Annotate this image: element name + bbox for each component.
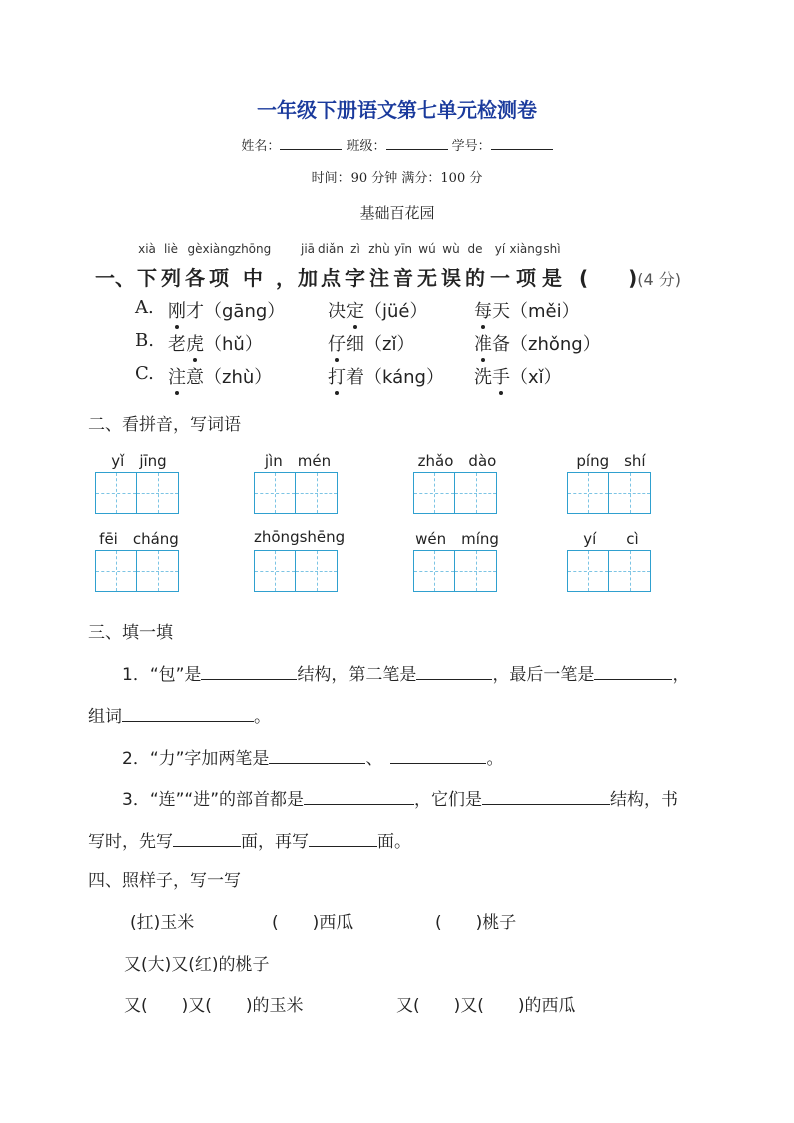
dotted-char: 虎 [186, 330, 204, 356]
class-label: 班级： [346, 139, 386, 154]
question-1-score: (4 分) [637, 270, 682, 289]
word-char: 备 [492, 334, 510, 355]
option-word [168, 330, 263, 356]
exam-time-info: 时间：90 分钟 满分：100 分 [311, 171, 483, 186]
q3-2-blank-2[interactable] [390, 746, 486, 764]
stem-char-text: 一 [490, 266, 510, 290]
dotted-char: 准 [474, 330, 492, 356]
question-3-heading: 三、填一填 [88, 623, 173, 643]
writing-grid [567, 550, 651, 592]
question-3-item-1 [122, 660, 689, 685]
word-char: 决 [328, 301, 346, 322]
stem-char-pinyin: liè [163, 242, 179, 256]
stem-char-pinyin: zhōng [234, 242, 272, 256]
dotted-char: 每 [474, 297, 492, 323]
q3-1-text-d: ， [672, 665, 690, 685]
fill-adjective-corn[interactable]: 又( )又( )的玉米 [124, 996, 304, 1016]
stem-char [275, 262, 297, 291]
q3-3-text-b: ，它们是 [414, 790, 483, 810]
section-heading: 基础百花园 [359, 204, 435, 222]
stem-char-pinyin: wú [418, 242, 436, 256]
tianzige-cell[interactable] [567, 472, 609, 514]
stem-char-text: 列 [161, 266, 181, 290]
tianzige-cell[interactable] [95, 550, 137, 592]
stem-char-text: 无 [417, 266, 437, 290]
stem-char-text: 中 [243, 266, 263, 290]
question-2-heading: 二、看拼音，写词语 [88, 415, 241, 435]
tianzige-cell[interactable] [296, 550, 338, 592]
option-pinyin: （jüé） [364, 301, 428, 322]
name-blank[interactable] [280, 135, 342, 150]
stem-char [183, 242, 207, 291]
q3-3-blank-radical[interactable] [304, 787, 414, 805]
tianzige-cell[interactable] [455, 472, 497, 514]
stem-char-text: 字 [345, 266, 365, 290]
q3-3-text-c: 结构，书 [610, 790, 679, 810]
class-blank[interactable] [386, 135, 448, 150]
stem-char [439, 242, 463, 291]
writing-grid [413, 550, 497, 592]
option-word [474, 363, 562, 389]
writing-grid [95, 472, 179, 514]
stem-char [231, 242, 275, 291]
q3-1-text-f: 。 [254, 707, 271, 727]
q3-3-blank-then[interactable] [309, 829, 377, 847]
q3-1-text-b: 结构，第二笔是 [297, 665, 417, 685]
stem-char-text: 误 [441, 266, 461, 290]
stem-char [463, 242, 487, 291]
q3-1-text-e: 组词 [88, 707, 122, 727]
pinyin-prompt: wén míng [415, 530, 499, 548]
q3-1-text-c: ，最后一笔是 [492, 665, 595, 685]
word-char: 天 [492, 301, 510, 322]
dotted-char: 手 [492, 363, 510, 389]
option-pinyin: （zǐ） [364, 334, 415, 355]
tianzige-cell[interactable] [609, 472, 651, 514]
option-pinyin: （xǐ） [510, 367, 562, 388]
word-char: 洗 [474, 367, 492, 388]
stem-char-pinyin: yīn [393, 242, 413, 256]
q3-2-text-a: 2．“力”字加两笔是 [122, 749, 270, 769]
q3-1-blank-structure[interactable] [201, 662, 297, 680]
example-verb-1: (扛)玉米 [130, 913, 195, 933]
writing-grid [413, 472, 497, 514]
id-label: 学号： [451, 139, 491, 154]
stem-char-pinyin: diǎn [318, 242, 344, 256]
q3-2-text-c: 。 [486, 749, 504, 769]
dotted-char: 刚 [168, 297, 186, 323]
q3-1-blank-word[interactable] [122, 704, 254, 722]
name-label: 姓名： [241, 139, 281, 154]
stem-char-text: 点 [321, 266, 341, 290]
pinyin-prompt: fēi cháng [99, 530, 179, 548]
q3-3-text-e: 面，再写 [241, 832, 309, 852]
option-pinyin: （zhù） [204, 367, 273, 388]
question-3-item-3-cont [88, 827, 411, 852]
option-word [328, 363, 444, 389]
question-4-heading: 四、照样子，写一写 [88, 871, 241, 891]
id-blank[interactable] [491, 135, 553, 150]
stem-char [135, 242, 159, 291]
word-char: 细 [346, 334, 364, 355]
tianzige-cell[interactable] [95, 472, 137, 514]
stem-char-text: 注 [369, 266, 389, 290]
q3-3-text-d: 写时，先写 [88, 832, 173, 852]
option-label[interactable]: B. [135, 330, 154, 351]
question-3-item-3 [122, 785, 678, 810]
stem-char-text: 下 [137, 266, 157, 290]
stem-char-pinyin: de [467, 242, 483, 256]
stem-char-pinyin: shì [543, 242, 561, 256]
stem-char-text: 的 [465, 266, 485, 290]
dotted-char: 定 [346, 297, 364, 323]
q3-3-blank-first[interactable] [173, 829, 241, 847]
question-1 [95, 242, 682, 291]
stem-char-pinyin: yí [494, 242, 506, 256]
stem-char [367, 242, 391, 291]
stem-char-pinyin: gè [187, 242, 203, 256]
q3-3-text-a: 3．“连”“进”的部首都是 [122, 790, 305, 810]
stem-char-pinyin: wù [442, 242, 460, 256]
stem-char-text: 音 [393, 266, 413, 290]
option-word [168, 363, 272, 389]
stem-char [343, 242, 367, 291]
q3-3-text-f: 面。 [377, 832, 411, 852]
pinyin-prompt: jìn mén [264, 452, 332, 470]
q3-2-text-b: 、 [365, 749, 383, 769]
pinyin-prompt: yí cì [583, 530, 639, 548]
word-char: 着 [346, 367, 364, 388]
option-word [168, 297, 285, 323]
pinyin-prompt: píng shí [576, 452, 646, 470]
option-word [328, 330, 414, 356]
tianzige-cell[interactable] [254, 550, 296, 592]
answer-paren[interactable]: ( ) [579, 266, 638, 290]
question-3-item-1-cont [88, 702, 271, 727]
tianzige-cell[interactable] [137, 472, 179, 514]
student-info-row [0, 135, 794, 154]
question-1-stem [135, 242, 565, 290]
stem-char-pinyin: zhù [368, 242, 390, 256]
tianzige-cell[interactable] [567, 550, 609, 592]
option-label[interactable]: A. [135, 297, 154, 318]
dotted-char: 打 [328, 363, 346, 389]
question-1-number: 一、 [95, 266, 135, 290]
stem-char-text: 项 [516, 266, 536, 290]
option-pinyin: （gāng） [204, 301, 286, 322]
q3-1-text-a: 1．“包”是 [122, 665, 202, 685]
example-adjective: 又(大)又(红)的桃子 [124, 955, 270, 975]
stem-char-pinyin: xià [138, 242, 156, 256]
stem-char [539, 242, 565, 291]
stem-char-text: 是 [542, 266, 562, 290]
stem-char [487, 242, 513, 291]
stem-char [318, 242, 344, 291]
stem-char [159, 242, 183, 291]
tianzige-cell[interactable] [609, 550, 651, 592]
dotted-char: 注 [168, 363, 186, 389]
word-char: 老 [168, 334, 186, 355]
page-title: 一年级下册语文第七单元检测卷 [257, 98, 537, 122]
stem-char-text: 加 [298, 266, 318, 290]
tianzige-cell[interactable] [455, 550, 497, 592]
option-pinyin: （hǔ） [204, 334, 263, 355]
option-pinyin: （zhǒng） [510, 334, 601, 355]
writing-grid [567, 472, 651, 514]
stem-char [202, 242, 236, 291]
q3-3-blank-structure[interactable] [482, 787, 610, 805]
q3-1-blank-last-stroke[interactable] [594, 662, 672, 680]
dotted-char: 仔 [328, 330, 346, 356]
stem-char [297, 242, 319, 291]
fill-verb-peach[interactable]: ( )桃子 [435, 913, 517, 933]
tianzige-cell[interactable] [254, 472, 296, 514]
word-char: 意 [186, 367, 204, 388]
stem-char-pinyin: xiàng [509, 242, 543, 256]
stem-char [391, 242, 415, 291]
pinyin-prompt: yǐ jīng [111, 452, 167, 470]
q3-1-blank-second-stroke[interactable] [416, 662, 492, 680]
option-word [328, 297, 427, 323]
stem-char [509, 242, 543, 291]
tianzige-cell[interactable] [413, 472, 455, 514]
word-char: 才 [186, 301, 204, 322]
writing-grid [95, 550, 179, 592]
q3-2-blank-1[interactable] [269, 746, 365, 764]
option-word [474, 330, 601, 356]
writing-grid [254, 472, 338, 514]
stem-char [415, 242, 439, 291]
stem-char-pinyin: jiā [300, 242, 316, 256]
option-pinyin: （káng） [364, 367, 444, 388]
question-3-item-2 [122, 744, 503, 769]
writing-grid [254, 550, 338, 592]
tianzige-cell[interactable] [137, 550, 179, 592]
fill-verb-watermelon[interactable]: ( )西瓜 [272, 913, 354, 933]
pinyin-prompt: zhǎo dào [417, 452, 497, 470]
option-pinyin: （měi） [510, 301, 580, 322]
stem-char-pinyin: xiàng [202, 242, 236, 256]
fill-adjective-watermelon[interactable]: 又( )又( )的西瓜 [396, 996, 576, 1016]
tianzige-cell[interactable] [413, 550, 455, 592]
stem-char-pinyin: zì [350, 242, 360, 256]
stem-char-text: 项 [209, 266, 229, 290]
pinyin-prompt: zhōngshēng [254, 528, 346, 546]
stem-char-text: ， [276, 266, 296, 290]
stem-char-text: 各 [185, 266, 205, 290]
option-label[interactable]: C. [135, 363, 154, 384]
option-word [474, 297, 580, 323]
tianzige-cell[interactable] [296, 472, 338, 514]
